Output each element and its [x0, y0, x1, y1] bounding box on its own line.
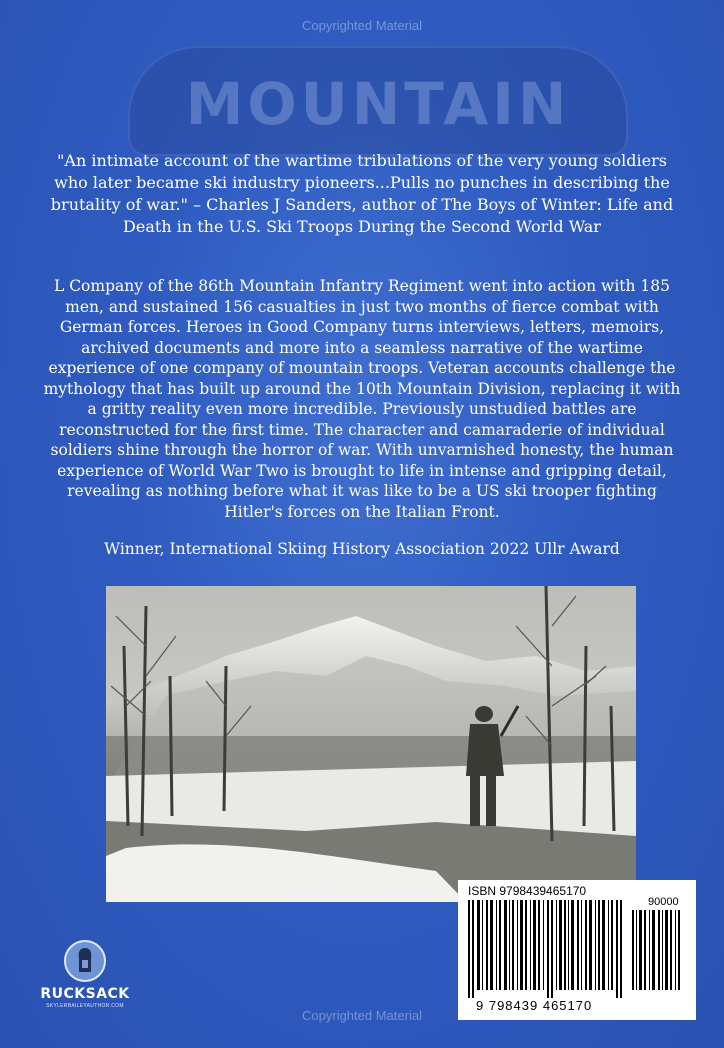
- mountain-patch: [128, 46, 628, 156]
- price-code: 90000: [648, 896, 679, 908]
- isbn-number: 9 798439 465170: [476, 998, 593, 1013]
- copyright-watermark-top: Copyrighted Material: [302, 18, 422, 33]
- publisher-url: SKYLERBAILEYAUTHOR.COM: [46, 1003, 124, 1009]
- book-description: L Company of the 86th Mountain Infantry Regiment went into action with 185 men, and sustained 156 casualties in just two months of fierce combat with German forces. Heroes in Good Company turns interviews, letters, memoirs, archived documents and more into a seamless narrative of the wartime experience of one company of mountain troops. Veteran accounts challenge the mythology that has built up around the 10th Mountain Division, replacing it with a gritty reality even more incredible. Previously unstudied battles are reconstructed for the first time. The character and camaraderie of individual soldiers shine through the horror of war. With unvarnished honesty, the human experience of World War Two is brought to life in intense and gripping detail, revealing as nothing before what it was like to be a US ski trooper fighting Hitler's forces on the Italian Front.: [43, 277, 681, 521]
- soldier-mountain-photo: [106, 586, 636, 902]
- publisher-logo: [30, 940, 140, 1009]
- award-line: Winner, International Skiing History Association 2022 Ullr Award: [104, 540, 620, 558]
- barcode-bars: [468, 900, 688, 998]
- rucksack-icon: [64, 940, 106, 982]
- patch-text: MOUNTAIN: [185, 70, 571, 138]
- review-quote: "An intimate account of the wartime tribulations of the very young soldiers who later became ski industry pioneers...Pulls no punches in describing the brutality of war." – Charles J Sanders, author of The Boys of Winter: Life and Death in the U.S. Ski Troops During the Second World War: [50, 151, 674, 236]
- copyright-watermark-bottom: Copyrighted Material: [302, 1008, 422, 1023]
- publisher-name: RUCKSACK: [40, 986, 130, 1002]
- isbn-label: ISBN 9798439465170: [468, 884, 587, 898]
- isbn-barcode: [458, 880, 696, 1020]
